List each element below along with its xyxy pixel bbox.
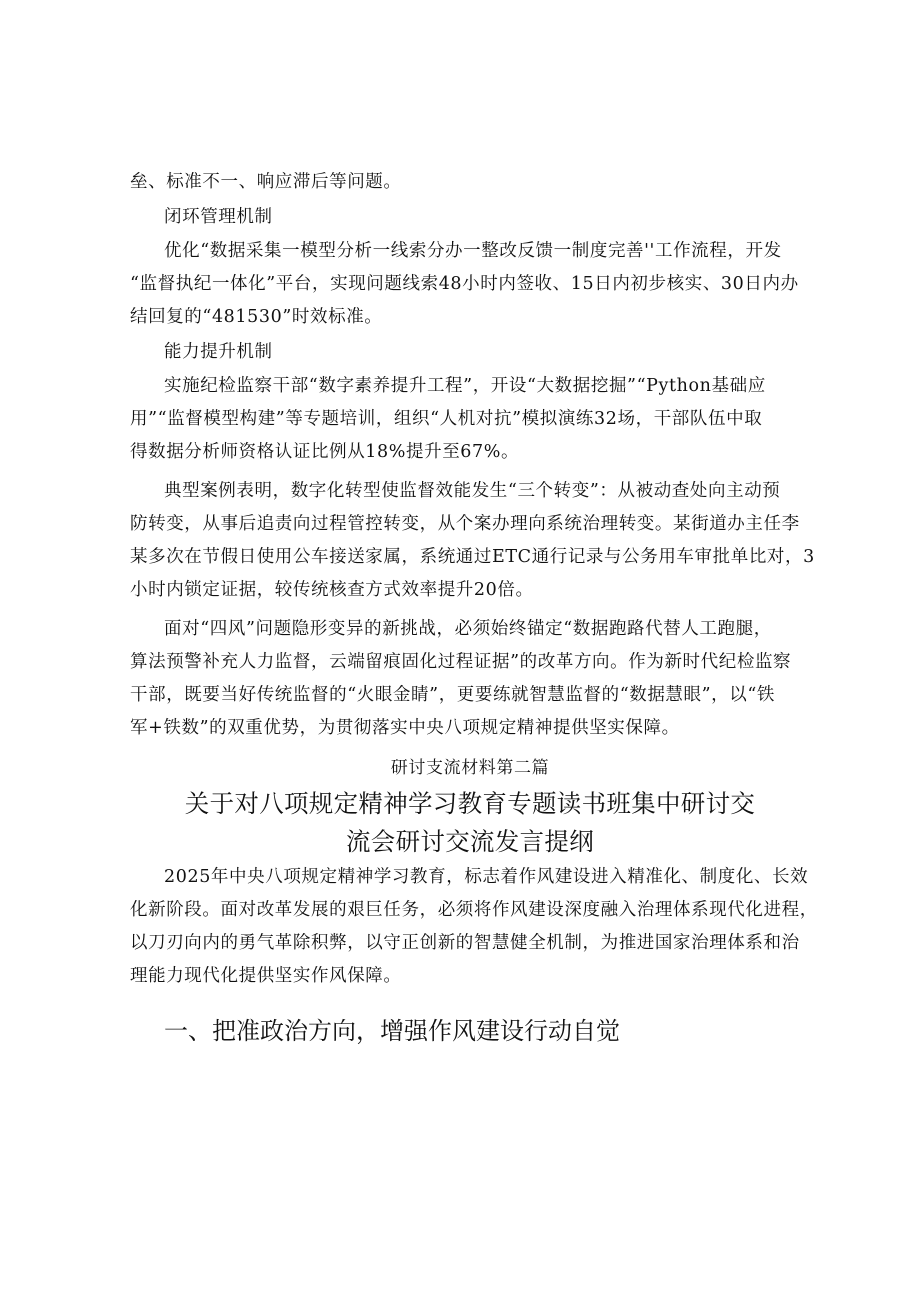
paragraph-line: 小时内锁定证据，较传统核查方式效率提升20倍。	[130, 580, 534, 600]
paragraph-line: 用”“监督模型构建”等专题培训，组织“人机对抗”模拟演练32场，干部队伍中取	[130, 409, 763, 429]
article-label: 研讨支流材料第二篇	[390, 758, 550, 778]
paragraph-line: 干部，既要当好传统监督的“火眼金睛”，更要练就智慧监督的“数据慧眼”，以“铁	[130, 685, 776, 705]
paragraph-line: “监督执纪一体化”平台，实现问题线索48小时内签收、15日内初步核实、30日内办	[130, 274, 799, 294]
paragraph-line: 理能力现代化提供坚实作风保障。	[130, 966, 402, 986]
article-title-line: 关于对八项规定精神学习教育专题读书班集中研讨交	[184, 789, 756, 818]
paragraph-line: 典型案例表明，数字化转型使监督效能发生“三个转变”：从被动查处向主动预	[164, 481, 781, 501]
paragraph-line: 化新阶段。面对改革发展的艰巨任务，必须将作风建设深度融入治理体系现代化进程，	[130, 900, 818, 920]
paragraph-line: 2025年中央八项规定精神学习教育，标志着作风建设进入精准化、制度化、长效	[164, 867, 809, 887]
section-one-heading: 一、把准政治方向，增强作风建设行动自觉	[164, 1017, 620, 1045]
paragraph-line: 结回复的“481530”时效标准。	[130, 307, 383, 327]
document-body	[130, 166, 818, 1051]
intro-paragraph	[130, 861, 818, 993]
paragraph-line: 以刀刃向内的勇气革除积弊，以守正创新的智慧健全机制，为推进国家治理体系和治	[130, 933, 800, 953]
paragraph-line: 得数据分析师资格认证比例从18%提升至67%。	[130, 442, 520, 462]
paragraph-line: 实施纪检监察干部“数字素养提升工程”，开设“大数据挖掘”“Python基础应	[164, 376, 766, 396]
article-title	[130, 785, 810, 861]
capability-heading: 能力提升机制	[164, 342, 273, 362]
paragraph-line: 某多次在节假日使用公车接送家属，系统通过ETC通行记录与公务用车审批单比对，3	[130, 547, 815, 567]
capability-paragraph	[130, 370, 810, 469]
paragraph-line: 防转变，从事后追责向过程管控转变，从个案办理向系统治理转变。某街道办主任李	[130, 514, 800, 534]
article-title-line: 流会研讨交流发言提纲	[346, 827, 594, 856]
cases-paragraph	[130, 475, 815, 607]
carryover-text: 垒、标准不一、响应滞后等问题。	[130, 172, 402, 192]
closed-loop-paragraph	[130, 235, 810, 334]
paragraph-line: 军+铁数”的双重优势，为贯彻落实中央八项规定精神提供坚实保障。	[130, 718, 680, 738]
paragraph-line: 优化“数据采集一模型分析一线索分办一整改反馈一制度完善''工作流程，开发	[164, 241, 782, 261]
conclusion-paragraph	[130, 613, 810, 745]
paragraph-line: 算法预警补充人力监督，云端留痕固化过程证据”的改革方向。作为新时代纪检监察	[130, 652, 792, 672]
paragraph-line: 面对“四风”问题隐形变异的新挑战，必须始终锚定“数据跑路代替人工跑腿，	[164, 619, 772, 639]
closed-loop-heading: 闭环管理机制	[164, 207, 273, 227]
